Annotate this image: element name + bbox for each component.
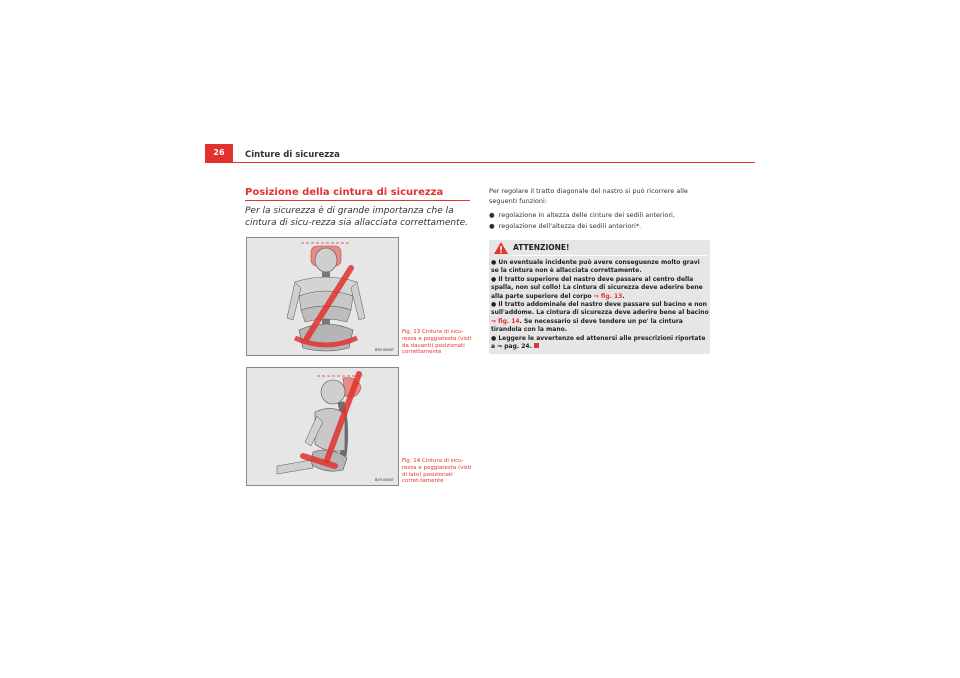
figure-reference-link[interactable]: ⇒ fig. 14 bbox=[491, 317, 520, 325]
page-number: 26 bbox=[205, 144, 233, 162]
bullet-icon: ● bbox=[491, 275, 499, 283]
warning-body bbox=[491, 259, 709, 351]
bullet-icon: ● bbox=[491, 301, 499, 309]
figure-code: B5P-0065T bbox=[375, 478, 394, 482]
list-item: ● regolazione dell'altezza dei sedili anteriori*. bbox=[489, 222, 642, 230]
warning-item: ● Il tratto addominale del nastro deve passare sul bacino e non sull'addome. La cintura di sicurezza deve aderire bene al bacino ⇒ fig. 14. Se necessario si deve tendere un po' la cintura tirandola con la mano. bbox=[491, 301, 709, 334]
list-item: ● regolazione in altezza delle cinture dei sedili anteriori, bbox=[489, 211, 675, 219]
seatbelt-side-illustration bbox=[247, 368, 398, 485]
figure-14 bbox=[246, 367, 399, 486]
bullet-icon: ● bbox=[491, 259, 499, 266]
section-intro: Per la sicurezza è di grande importanza che la cintura di sicu-rezza sia allacciata correttamente. bbox=[245, 206, 469, 228]
warning-item: ● Il tratto superiore del nastro deve passare al centro della spalla, non sul collo! La cintura di sicurezza deve aderire bene alla parte superiore del corpo ⇒ fig. 13. bbox=[491, 275, 703, 300]
chapter-title: Cinture di sicurezza bbox=[245, 150, 340, 160]
header-divider bbox=[205, 162, 755, 163]
bullet-icon: ● bbox=[491, 334, 499, 342]
warning-item: ● Un eventuale incidente può avere conseguenze molto gravi se la cintura non è allacciata correttamente. bbox=[491, 259, 700, 275]
figure-reference-link[interactable]: ⇒ fig. 13 bbox=[593, 292, 623, 300]
warning-triangle-icon bbox=[493, 241, 509, 255]
warning-item: ● Leggere le avvertenze ed attenersi alle prescrizioni riportate a ⇒ pag. 24. bbox=[491, 334, 706, 351]
section-title-divider bbox=[245, 200, 470, 201]
figure-13-caption: Fig. 13 Cintura di sicu-rezza e poggiatesta (visti da davanti) posizionati correttamente bbox=[402, 329, 472, 356]
warning-divider bbox=[511, 255, 707, 256]
warning-box bbox=[489, 240, 710, 354]
adjustment-intro: Per regolare il tratto diagonale del nastro si può ricorrere alle seguenti funzioni: bbox=[489, 187, 688, 205]
bullet-icon: ● bbox=[489, 211, 495, 219]
seatbelt-front-illustration bbox=[247, 238, 398, 355]
section-title: Posizione della cintura di sicurezza bbox=[245, 187, 444, 198]
figure-13 bbox=[246, 237, 399, 356]
figure-14-caption: Fig. 14 Cintura di sicu-rezza e poggiatesta (visti di lato) posizionati corret-tamente bbox=[402, 458, 472, 485]
end-mark-icon bbox=[534, 343, 539, 348]
figure-code: B5P-0066T bbox=[375, 348, 394, 352]
bullet-icon: ● bbox=[489, 222, 495, 230]
warning-title: ATTENZIONE! bbox=[513, 243, 570, 252]
warning-header bbox=[489, 240, 710, 254]
